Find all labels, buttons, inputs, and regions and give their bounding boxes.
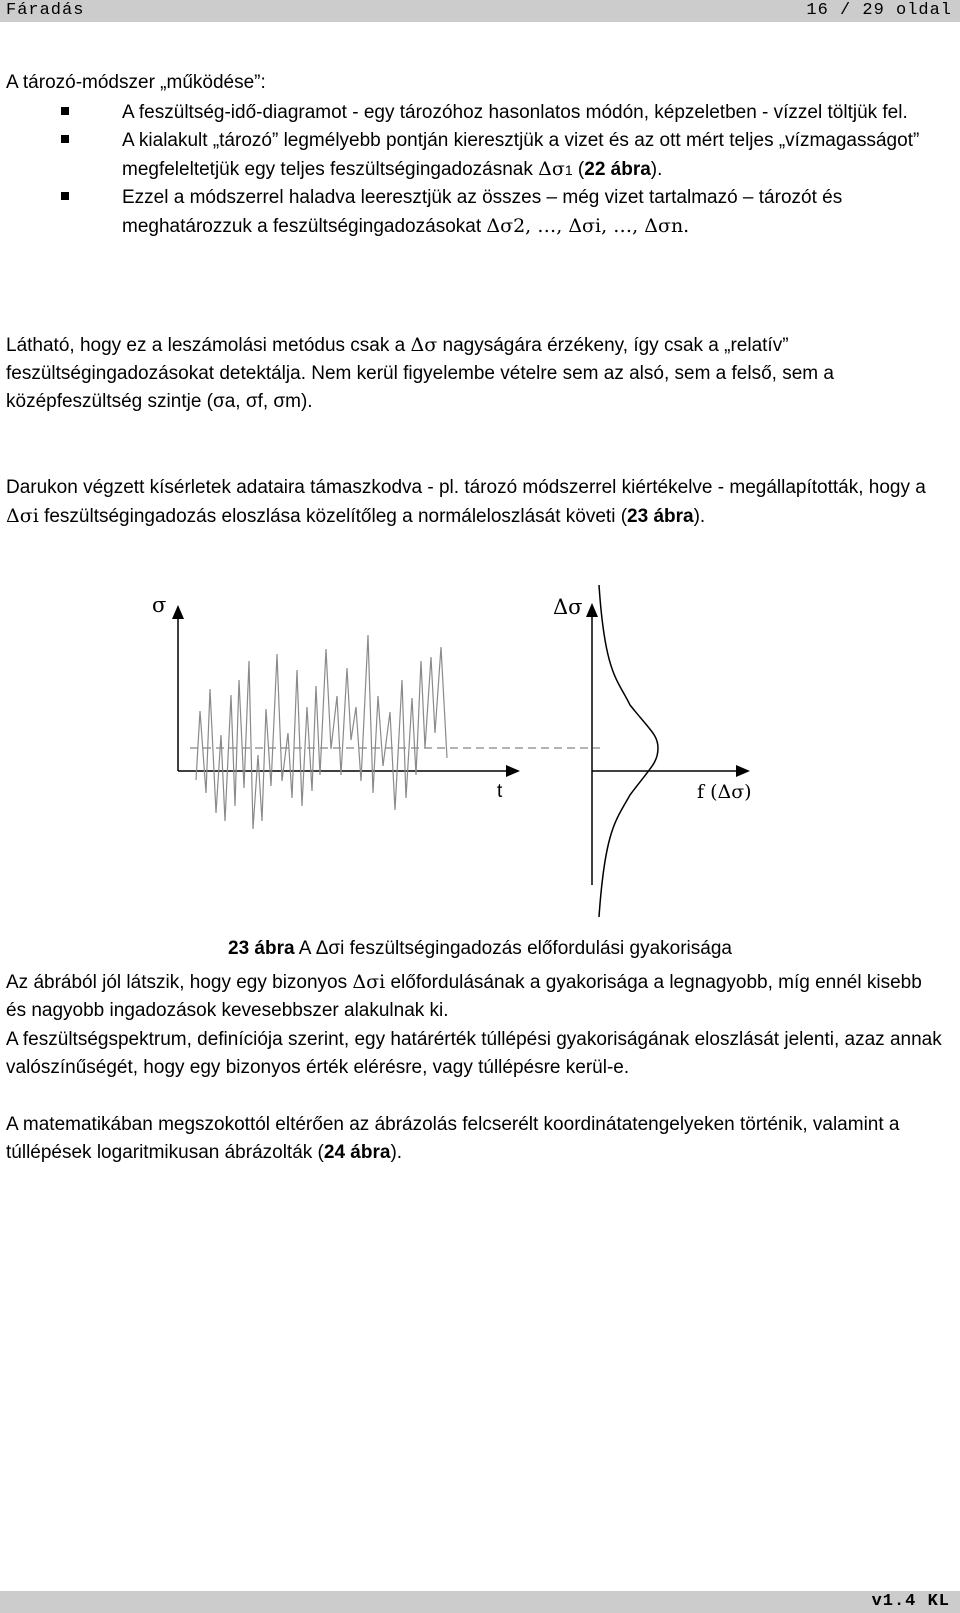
page-header [0, 0, 960, 22]
frequency-axis-arrow-icon [736, 765, 750, 777]
stress-time-diagram [0, 585, 960, 920]
delta-sigma-symbol: Δσ [410, 334, 438, 356]
bullet-text-3: Ezzel a módszerrel haladva leeresztjük az összes – még vizet tartalmazó – tározót és meghatározzuk a feszültségingadozásokat [122, 187, 843, 237]
figure-ref-close: ). [650, 159, 663, 180]
paragraph-1-start: Látható, hogy ez a leszámolási metódus csak a [6, 335, 406, 356]
paragraph-3-start: Az ábrából jól látszik, hogy egy bizonyos [6, 972, 348, 993]
frequency-axis-label: f (Δσ) [697, 781, 752, 803]
square-bullet-icon [61, 135, 69, 143]
figure-ref-23: 23 ábra [627, 506, 694, 527]
figure-ref-22: 22 ábra [584, 159, 651, 180]
figure-ref-open: ( [572, 159, 585, 180]
paragraph-3 [6, 968, 942, 1025]
paragraph-5-end: ). [390, 1142, 403, 1163]
bullet-item-3 [6, 184, 942, 241]
section-title: A tározó-módszer „működése”: [6, 72, 266, 93]
delta-sigma-axis-label: Δσ [553, 595, 583, 619]
sigma-axis-label: σ [152, 593, 167, 617]
caption-figure-number: 23 ábra [228, 938, 295, 959]
normal-distribution-curve [599, 585, 658, 917]
square-bullet-icon [61, 107, 69, 115]
figure-caption [0, 938, 960, 960]
paragraph-3-rest: előfordulásának a gyakorisága a legnagyobb, míg ennél kisebb és nagyobb ingadozások kevesebbszer alakulnak ki. [6, 972, 922, 1021]
bullet-item-1 [6, 99, 942, 127]
delta-sigma-i-symbol: Δσi [6, 505, 39, 527]
time-axis-label: t [497, 781, 503, 802]
paragraph-1-rest: nagyságára érzékeny, így csak a „relatív” feszültségingadozásokat detektálja. Nem kerül figyelembe vételre sem az alsó, sem a felső, sem a középfeszültség szintje (σa, σf, σm). [6, 335, 834, 412]
page-footer [0, 1591, 960, 1613]
paragraph-5 [6, 1111, 942, 1167]
caption-text: A Δσi feszültségingadozás előfordulási gyakorisága [298, 938, 732, 959]
version-label: v1.4 KL [871, 1592, 950, 1611]
bullet-item-2 [6, 127, 942, 184]
delta-sigma-axis-arrow-icon [586, 603, 598, 617]
paragraph-4: A feszültségspektrum, definíciója szerint, egy határérték túllépési gyakoriságának eloszlását jelenti, azaz annak valószínűségét, hogy egy bizonyos érték elérésre, vagy túllépésre kerül-e. [6, 1029, 942, 1078]
sigma-axis-arrow-icon [172, 605, 184, 619]
paragraph-2-rest: feszültségingadozás eloszlása közelítőleg a normáleloszlását követi ( [44, 506, 628, 527]
paragraph-2-end: ). [693, 506, 706, 527]
figure-23 [0, 585, 960, 920]
figure-ref-24: 24 ábra [323, 1142, 391, 1163]
stress-history-curve [196, 635, 447, 829]
delta-sigma-symbol: Δσ [538, 158, 565, 180]
page-number: 16 / 29 oldal [806, 1, 952, 20]
delta-sigma-series: Δσ2, …, Δσi, …, Δσn. [486, 215, 690, 237]
bullet-text-2: A kialakult „tározó” legmélyebb pontján kieresztjük a vizet és az ott mért teljes „vízmagasságot” megfeleltetjük egy teljes feszültségingadozásnak [122, 130, 920, 180]
time-axis-arrow-icon [506, 765, 520, 777]
paragraph-2-start: Darukon végzett kísérletek adataira támaszkodva - pl. tározó módszerrel kiértékelve - megállapították, hogy a [6, 477, 926, 498]
delta-sigma-i-symbol: Δσi [352, 971, 386, 993]
header-title: Fáradás [6, 1, 85, 20]
paragraph-5-start: A matematikában megszokottól eltérően az ábrázolás felcserélt koordinátatengelyeken történik, valamint a túllépések logaritmikusan ábrázolták ( [6, 1114, 900, 1163]
delta-sigma-subscript: 1 [564, 162, 573, 178]
bullet-list [6, 99, 942, 241]
paragraph-1 [6, 331, 942, 416]
square-bullet-icon [61, 192, 69, 200]
paragraph-2 [6, 474, 942, 531]
bullet-text-1: A feszültség-idő-diagramot - egy tározóhoz hasonlatos módón, képzeletben - vízzel töltjük fel. [122, 102, 908, 123]
